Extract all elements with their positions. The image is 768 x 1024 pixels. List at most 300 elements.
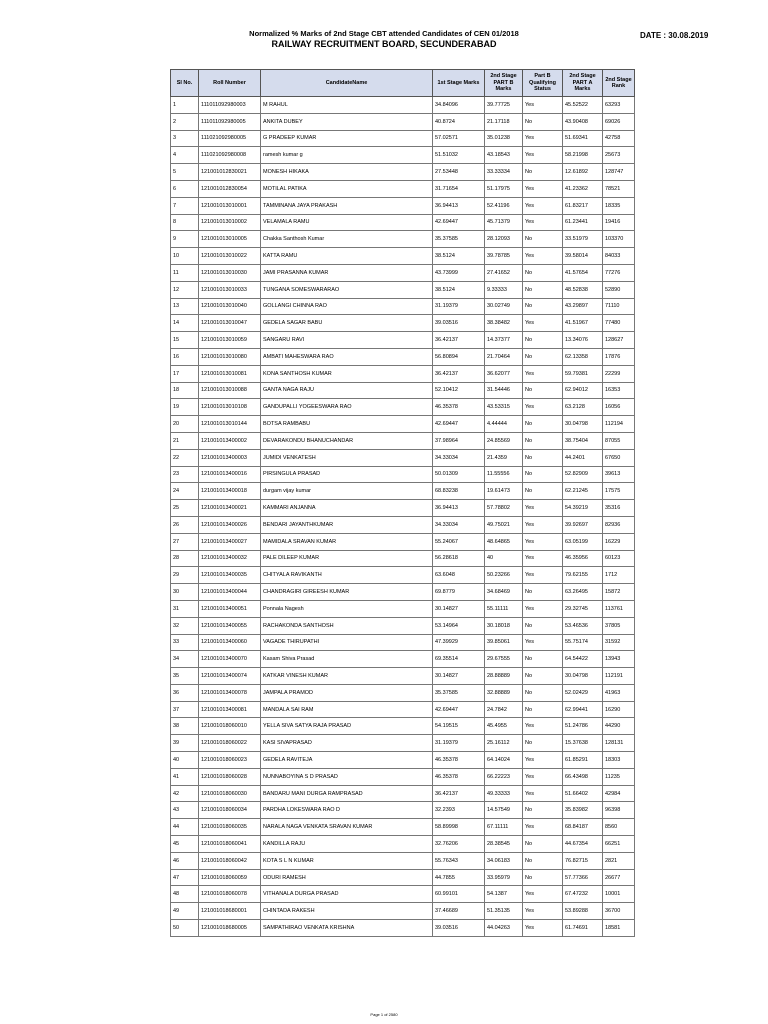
stage1-marks-cell: 39.03516 [433,920,485,937]
rank-cell: 18303 [603,752,635,769]
sl-no-cell: 43 [171,802,199,819]
parta-marks-cell: 53.89288 [563,903,603,920]
stage1-marks-cell: 31.19379 [433,735,485,752]
parta-marks-cell: 52.02429 [563,684,603,701]
rank-cell: 128747 [603,164,635,181]
rank-cell: 42758 [603,130,635,147]
stage1-marks-cell: 58.89998 [433,819,485,836]
partb-status-cell: Yes [523,197,563,214]
column-header: 1st Stage Marks [433,70,485,97]
partb-marks-cell: 43.18543 [485,147,523,164]
parta-marks-cell: 63.2128 [563,399,603,416]
partb-status-cell: No [523,449,563,466]
stage1-marks-cell: 46.35378 [433,399,485,416]
parta-marks-cell: 38.75404 [563,432,603,449]
sl-no-cell: 41 [171,768,199,785]
partb-marks-cell: 49.33333 [485,785,523,802]
partb-status-cell: No [523,231,563,248]
partb-status-cell: No [523,466,563,483]
sl-no-cell: 30 [171,584,199,601]
partb-marks-cell: 52.41196 [485,197,523,214]
partb-marks-cell: 38.38482 [485,315,523,332]
board-name: RAILWAY RECRUITMENT BOARD, SECUNDERABAD [271,39,497,49]
partb-status-cell: Yes [523,920,563,937]
table-row [171,449,635,466]
rank-cell: 60123 [603,550,635,567]
partb-marks-cell: 39.85061 [485,634,523,651]
stage1-marks-cell: 30.14827 [433,600,485,617]
partb-marks-cell: 39.77725 [485,97,523,114]
sl-no-cell: 29 [171,567,199,584]
roll-number-cell: 121001018060028 [199,768,261,785]
parta-marks-cell: 61.83217 [563,197,603,214]
roll-number-cell: 121001018060030 [199,785,261,802]
partb-marks-cell: 55.11111 [485,600,523,617]
partb-marks-cell: 27.41652 [485,264,523,281]
roll-number-cell: 111011092980003 [199,97,261,114]
partb-status-cell: No [523,113,563,130]
table-row [171,634,635,651]
partb-marks-cell: 21.70464 [485,348,523,365]
rank-cell: 39613 [603,466,635,483]
partb-marks-cell: 49.75021 [485,516,523,533]
roll-number-cell: 121001013400027 [199,533,261,550]
sl-no-cell: 42 [171,785,199,802]
stage1-marks-cell: 51.51032 [433,147,485,164]
rank-cell: 22299 [603,365,635,382]
table-row [171,903,635,920]
sl-no-cell: 50 [171,920,199,937]
stage1-marks-cell: 34.33034 [433,449,485,466]
partb-status-cell: No [523,483,563,500]
table-row [171,264,635,281]
rank-cell: 31592 [603,634,635,651]
sl-no-cell: 20 [171,416,199,433]
sl-no-cell: 47 [171,869,199,886]
partb-marks-cell: 67.11111 [485,819,523,836]
roll-number-cell: 111011092980005 [199,113,261,130]
stage1-marks-cell: 52.10412 [433,382,485,399]
partb-status-cell: Yes [523,399,563,416]
table-row [171,802,635,819]
candidate-name-cell: KASI SIVAPRASAD [261,735,433,752]
stage1-marks-cell: 56.80894 [433,348,485,365]
table-row [171,668,635,685]
stage1-marks-cell: 63.6048 [433,567,485,584]
stage1-marks-cell: 42.69447 [433,701,485,718]
partb-marks-cell: 36.62077 [485,365,523,382]
stage1-marks-cell: 30.14827 [433,668,485,685]
parta-marks-cell: 12.61892 [563,164,603,181]
partb-marks-cell: 24.7842 [485,701,523,718]
partb-marks-cell: 29.67555 [485,651,523,668]
table-row [171,214,635,231]
candidate-name-cell: NARALA NAGA VENKATA SRAVAN KUMAR [261,819,433,836]
partb-marks-cell: 66.22223 [485,768,523,785]
roll-number-cell: 121001018060034 [199,802,261,819]
partb-marks-cell: 45.71379 [485,214,523,231]
partb-marks-cell: 54.1387 [485,886,523,903]
sl-no-cell: 49 [171,903,199,920]
rank-cell: 84033 [603,248,635,265]
column-header: CandidateName [261,70,433,97]
table-row [171,516,635,533]
roll-number-cell: 121001013010059 [199,332,261,349]
stage1-marks-cell: 37.46689 [433,903,485,920]
roll-number-cell: 121001013010081 [199,365,261,382]
column-header: Sl No. [171,70,199,97]
roll-number-cell: 121001013400055 [199,617,261,634]
roll-number-cell: 121001013010108 [199,399,261,416]
partb-marks-cell: 28.12093 [485,231,523,248]
parta-marks-cell: 53.46536 [563,617,603,634]
table-row [171,651,635,668]
parta-marks-cell: 30.04798 [563,416,603,433]
candidate-name-cell: YELLA SIVA SATYA RAJA PRASAD [261,718,433,735]
table-row [171,399,635,416]
roll-number-cell: 121001013400051 [199,600,261,617]
stage1-marks-cell: 38.5124 [433,281,485,298]
parta-marks-cell: 46.35956 [563,550,603,567]
table-row [171,466,635,483]
partb-status-cell: No [523,802,563,819]
parta-marks-cell: 67.47232 [563,886,603,903]
table-row [171,600,635,617]
roll-number-cell: 121001012830054 [199,180,261,197]
roll-number-cell: 121001013010080 [199,348,261,365]
partb-marks-cell: 24.85569 [485,432,523,449]
parta-marks-cell: 68.84187 [563,819,603,836]
rank-cell: 77276 [603,264,635,281]
candidate-name-cell: VITHANALA DURGA PRASAD [261,886,433,903]
parta-marks-cell: 30.04798 [563,668,603,685]
partb-status-cell: No [523,584,563,601]
candidate-name-cell: KANDILLA RAJU [261,836,433,853]
rank-cell: 69026 [603,113,635,130]
stage1-marks-cell: 42.69447 [433,214,485,231]
rank-cell: 112191 [603,668,635,685]
candidate-name-cell: SANGARU RAVI [261,332,433,349]
sl-no-cell: 23 [171,466,199,483]
partb-status-cell: Yes [523,785,563,802]
partb-marks-cell: 57.78802 [485,500,523,517]
table-row [171,248,635,265]
partb-marks-cell: 64.14024 [485,752,523,769]
candidate-name-cell: AMBATI MAHESWARA RAO [261,348,433,365]
partb-marks-cell: 34.68469 [485,584,523,601]
candidate-name-cell: BOTSA RAMBABU [261,416,433,433]
partb-marks-cell: 30.18018 [485,617,523,634]
table-row [171,500,635,517]
partb-status-cell: Yes [523,130,563,147]
partb-status-cell: Yes [523,768,563,785]
candidate-name-cell: GEDELA RAVITEJA [261,752,433,769]
sl-no-cell: 27 [171,533,199,550]
candidate-name-cell: KAMMARI ANJANNA [261,500,433,517]
sl-no-cell: 46 [171,852,199,869]
partb-status-cell: No [523,264,563,281]
table-header-row [171,70,635,97]
rank-cell: 42984 [603,785,635,802]
sl-no-cell: 44 [171,819,199,836]
table-row [171,533,635,550]
roll-number-cell: 121001013400035 [199,567,261,584]
parta-marks-cell: 52.82909 [563,466,603,483]
partb-status-cell: No [523,869,563,886]
roll-number-cell: 121001013010040 [199,298,261,315]
partb-status-cell: Yes [523,886,563,903]
candidate-name-cell: PIRSINGULA PRASAD [261,466,433,483]
parta-marks-cell: 62.99441 [563,701,603,718]
partb-status-cell: No [523,836,563,853]
roll-number-cell: 121001013010088 [199,382,261,399]
table-row [171,886,635,903]
rank-cell: 10001 [603,886,635,903]
roll-number-cell: 121001018060041 [199,836,261,853]
partb-status-cell: Yes [523,533,563,550]
rank-cell: 2821 [603,852,635,869]
parta-marks-cell: 48.52838 [563,281,603,298]
candidate-name-cell: VAGADE THIRUPATHI [261,634,433,651]
stage1-marks-cell: 35.37585 [433,231,485,248]
partb-marks-cell: 50.23266 [485,567,523,584]
parta-marks-cell: 44.2401 [563,449,603,466]
parta-marks-cell: 41.51967 [563,315,603,332]
candidate-name-cell: MANDALA SAI RAM [261,701,433,718]
document-title: Normalized % Marks of 2nd Stage CBT attended Candidates of CEN 01/2018 [249,29,519,38]
stage1-marks-cell: 60.99101 [433,886,485,903]
candidate-name-cell: GANTA NAGA RAJU [261,382,433,399]
parta-marks-cell: 62.94012 [563,382,603,399]
sl-no-cell: 9 [171,231,199,248]
table-row [171,584,635,601]
candidate-name-cell: JAMPALA PRAMOD [261,684,433,701]
rank-cell: 113761 [603,600,635,617]
partb-status-cell: No [523,332,563,349]
roll-number-cell: 121001018060059 [199,869,261,886]
roll-number-cell: 121001013400074 [199,668,261,685]
rank-cell: 41963 [603,684,635,701]
sl-no-cell: 26 [171,516,199,533]
table-row [171,483,635,500]
partb-marks-cell: 21.4359 [485,449,523,466]
rank-cell: 11235 [603,768,635,785]
table-row [171,231,635,248]
stage1-marks-cell: 36.42137 [433,365,485,382]
candidate-name-cell: BANDARU MANI DURGA RAMPRASAD [261,785,433,802]
candidate-name-cell: KONA SANTHOSH KUMAR [261,365,433,382]
parta-marks-cell: 62.13358 [563,348,603,365]
roll-number-cell: 121001013400078 [199,684,261,701]
stage1-marks-cell: 31.19379 [433,298,485,315]
table-row [171,735,635,752]
table-row [171,332,635,349]
sl-no-cell: 3 [171,130,199,147]
partb-status-cell: No [523,416,563,433]
stage1-marks-cell: 44.7855 [433,869,485,886]
roll-number-cell: 121001013010001 [199,197,261,214]
table-row [171,382,635,399]
sl-no-cell: 33 [171,634,199,651]
parta-marks-cell: 13.34076 [563,332,603,349]
column-header: 2nd Stage PART A Marks [563,70,603,97]
stage1-marks-cell: 46.35378 [433,752,485,769]
candidate-name-cell: NUNNABOYINA S D PRASAD [261,768,433,785]
rank-cell: 19416 [603,214,635,231]
roll-number-cell: 121001018060023 [199,752,261,769]
table-row [171,315,635,332]
table-body [171,97,635,937]
candidate-name-cell: ramesh kumar g [261,147,433,164]
sl-no-cell: 24 [171,483,199,500]
sl-no-cell: 35 [171,668,199,685]
partb-status-cell: No [523,617,563,634]
partb-marks-cell: 21.17118 [485,113,523,130]
sl-no-cell: 37 [171,701,199,718]
table-row [171,180,635,197]
roll-number-cell: 121001013400002 [199,432,261,449]
rank-cell: 44290 [603,718,635,735]
candidate-name-cell: CHANDRAGIRI GIREESH KUMAR [261,584,433,601]
rank-cell: 13943 [603,651,635,668]
rank-cell: 37805 [603,617,635,634]
partb-status-cell: No [523,382,563,399]
stage1-marks-cell: 57.02571 [433,130,485,147]
sl-no-cell: 10 [171,248,199,265]
sl-no-cell: 36 [171,684,199,701]
sl-no-cell: 7 [171,197,199,214]
table-row [171,836,635,853]
sl-no-cell: 8 [171,214,199,231]
partb-marks-cell: 14.57549 [485,802,523,819]
sl-no-cell: 39 [171,735,199,752]
parta-marks-cell: 64.54422 [563,651,603,668]
sl-no-cell: 4 [171,147,199,164]
rank-cell: 87055 [603,432,635,449]
table-row [171,130,635,147]
candidate-name-cell: CHINTADA RAKESH [261,903,433,920]
roll-number-cell: 121001013010005 [199,231,261,248]
partb-status-cell: No [523,852,563,869]
marks-table [170,69,635,937]
rank-cell: 18335 [603,197,635,214]
rank-cell: 96398 [603,802,635,819]
candidate-name-cell: TUNGANA SOMESWARARAO [261,281,433,298]
table-row [171,852,635,869]
partb-marks-cell: 44.04263 [485,920,523,937]
rank-cell: 16229 [603,533,635,550]
table-row [171,567,635,584]
partb-status-cell: Yes [523,903,563,920]
stage1-marks-cell: 43.73999 [433,264,485,281]
candidate-name-cell: GANDUPALLI YOGEESWARA RAO [261,399,433,416]
stage1-marks-cell: 32.2393 [433,802,485,819]
sl-no-cell: 34 [171,651,199,668]
parta-marks-cell: 41.23362 [563,180,603,197]
partb-marks-cell: 14.37377 [485,332,523,349]
roll-number-cell: 121001018060022 [199,735,261,752]
table-row [171,97,635,114]
table-row [171,920,635,937]
table-row [171,752,635,769]
stage1-marks-cell: 27.53448 [433,164,485,181]
partb-marks-cell: 33.33334 [485,164,523,181]
partb-marks-cell: 28.38545 [485,836,523,853]
partb-marks-cell: 51.17975 [485,180,523,197]
roll-number-cell: 121001012830021 [199,164,261,181]
sl-no-cell: 1 [171,97,199,114]
partb-status-cell: Yes [523,600,563,617]
rank-cell: 71110 [603,298,635,315]
rank-cell: 82936 [603,516,635,533]
parta-marks-cell: 35.83982 [563,802,603,819]
candidate-name-cell: MAMIDALA SRAVAN KUMAR [261,533,433,550]
roll-number-cell: 121001018680005 [199,920,261,937]
partb-marks-cell: 19.61473 [485,483,523,500]
candidate-name-cell: KATTA RAMU [261,248,433,265]
sl-no-cell: 13 [171,298,199,315]
parta-marks-cell: 43.29897 [563,298,603,315]
partb-marks-cell: 45.4955 [485,718,523,735]
document-date: DATE : 30.08.2019 [640,31,709,40]
sl-no-cell: 40 [171,752,199,769]
table-row [171,869,635,886]
partb-marks-cell: 28.88889 [485,668,523,685]
roll-number-cell: 121001013400081 [199,701,261,718]
candidate-name-cell: DEVARAKONDU BHANUCHANDAR [261,432,433,449]
sl-no-cell: 11 [171,264,199,281]
stage1-marks-cell: 46.35378 [433,768,485,785]
column-header: 2nd Stage PART B Marks [485,70,523,97]
rank-cell: 36700 [603,903,635,920]
sl-no-cell: 18 [171,382,199,399]
sl-no-cell: 38 [171,718,199,735]
roll-number-cell: 121001018060042 [199,852,261,869]
rank-cell: 16290 [603,701,635,718]
candidate-name-cell: VELAMALA RAMU [261,214,433,231]
candidate-name-cell: MONESH HIKAKA [261,164,433,181]
stage1-marks-cell: 69.35514 [433,651,485,668]
partb-marks-cell: 4.44444 [485,416,523,433]
roll-number-cell: 121001013400016 [199,466,261,483]
candidate-name-cell: CHITYALA RAVIKANTH [261,567,433,584]
stage1-marks-cell: 36.42137 [433,332,485,349]
roll-number-cell: 111021092980008 [199,147,261,164]
stage1-marks-cell: 53.14964 [433,617,485,634]
roll-number-cell: 121001013010002 [199,214,261,231]
partb-status-cell: No [523,348,563,365]
partb-status-cell: Yes [523,516,563,533]
column-header: Roll Number [199,70,261,97]
sl-no-cell: 31 [171,600,199,617]
rank-cell: 112194 [603,416,635,433]
partb-marks-cell: 34.06183 [485,852,523,869]
rank-cell: 16056 [603,399,635,416]
stage1-marks-cell: 31.71654 [433,180,485,197]
rank-cell: 67650 [603,449,635,466]
candidate-name-cell: GEDELA SAGAR BABU [261,315,433,332]
sl-no-cell: 17 [171,365,199,382]
table-row [171,147,635,164]
candidate-name-cell: Ponnala Nagesh [261,600,433,617]
parta-marks-cell: 58.21998 [563,147,603,164]
column-header: Part B Qualifying Status [523,70,563,97]
partb-status-cell: No [523,668,563,685]
stage1-marks-cell: 34.33034 [433,516,485,533]
candidate-name-cell: M RAHUL [261,97,433,114]
partb-status-cell: Yes [523,567,563,584]
rank-cell: 25673 [603,147,635,164]
